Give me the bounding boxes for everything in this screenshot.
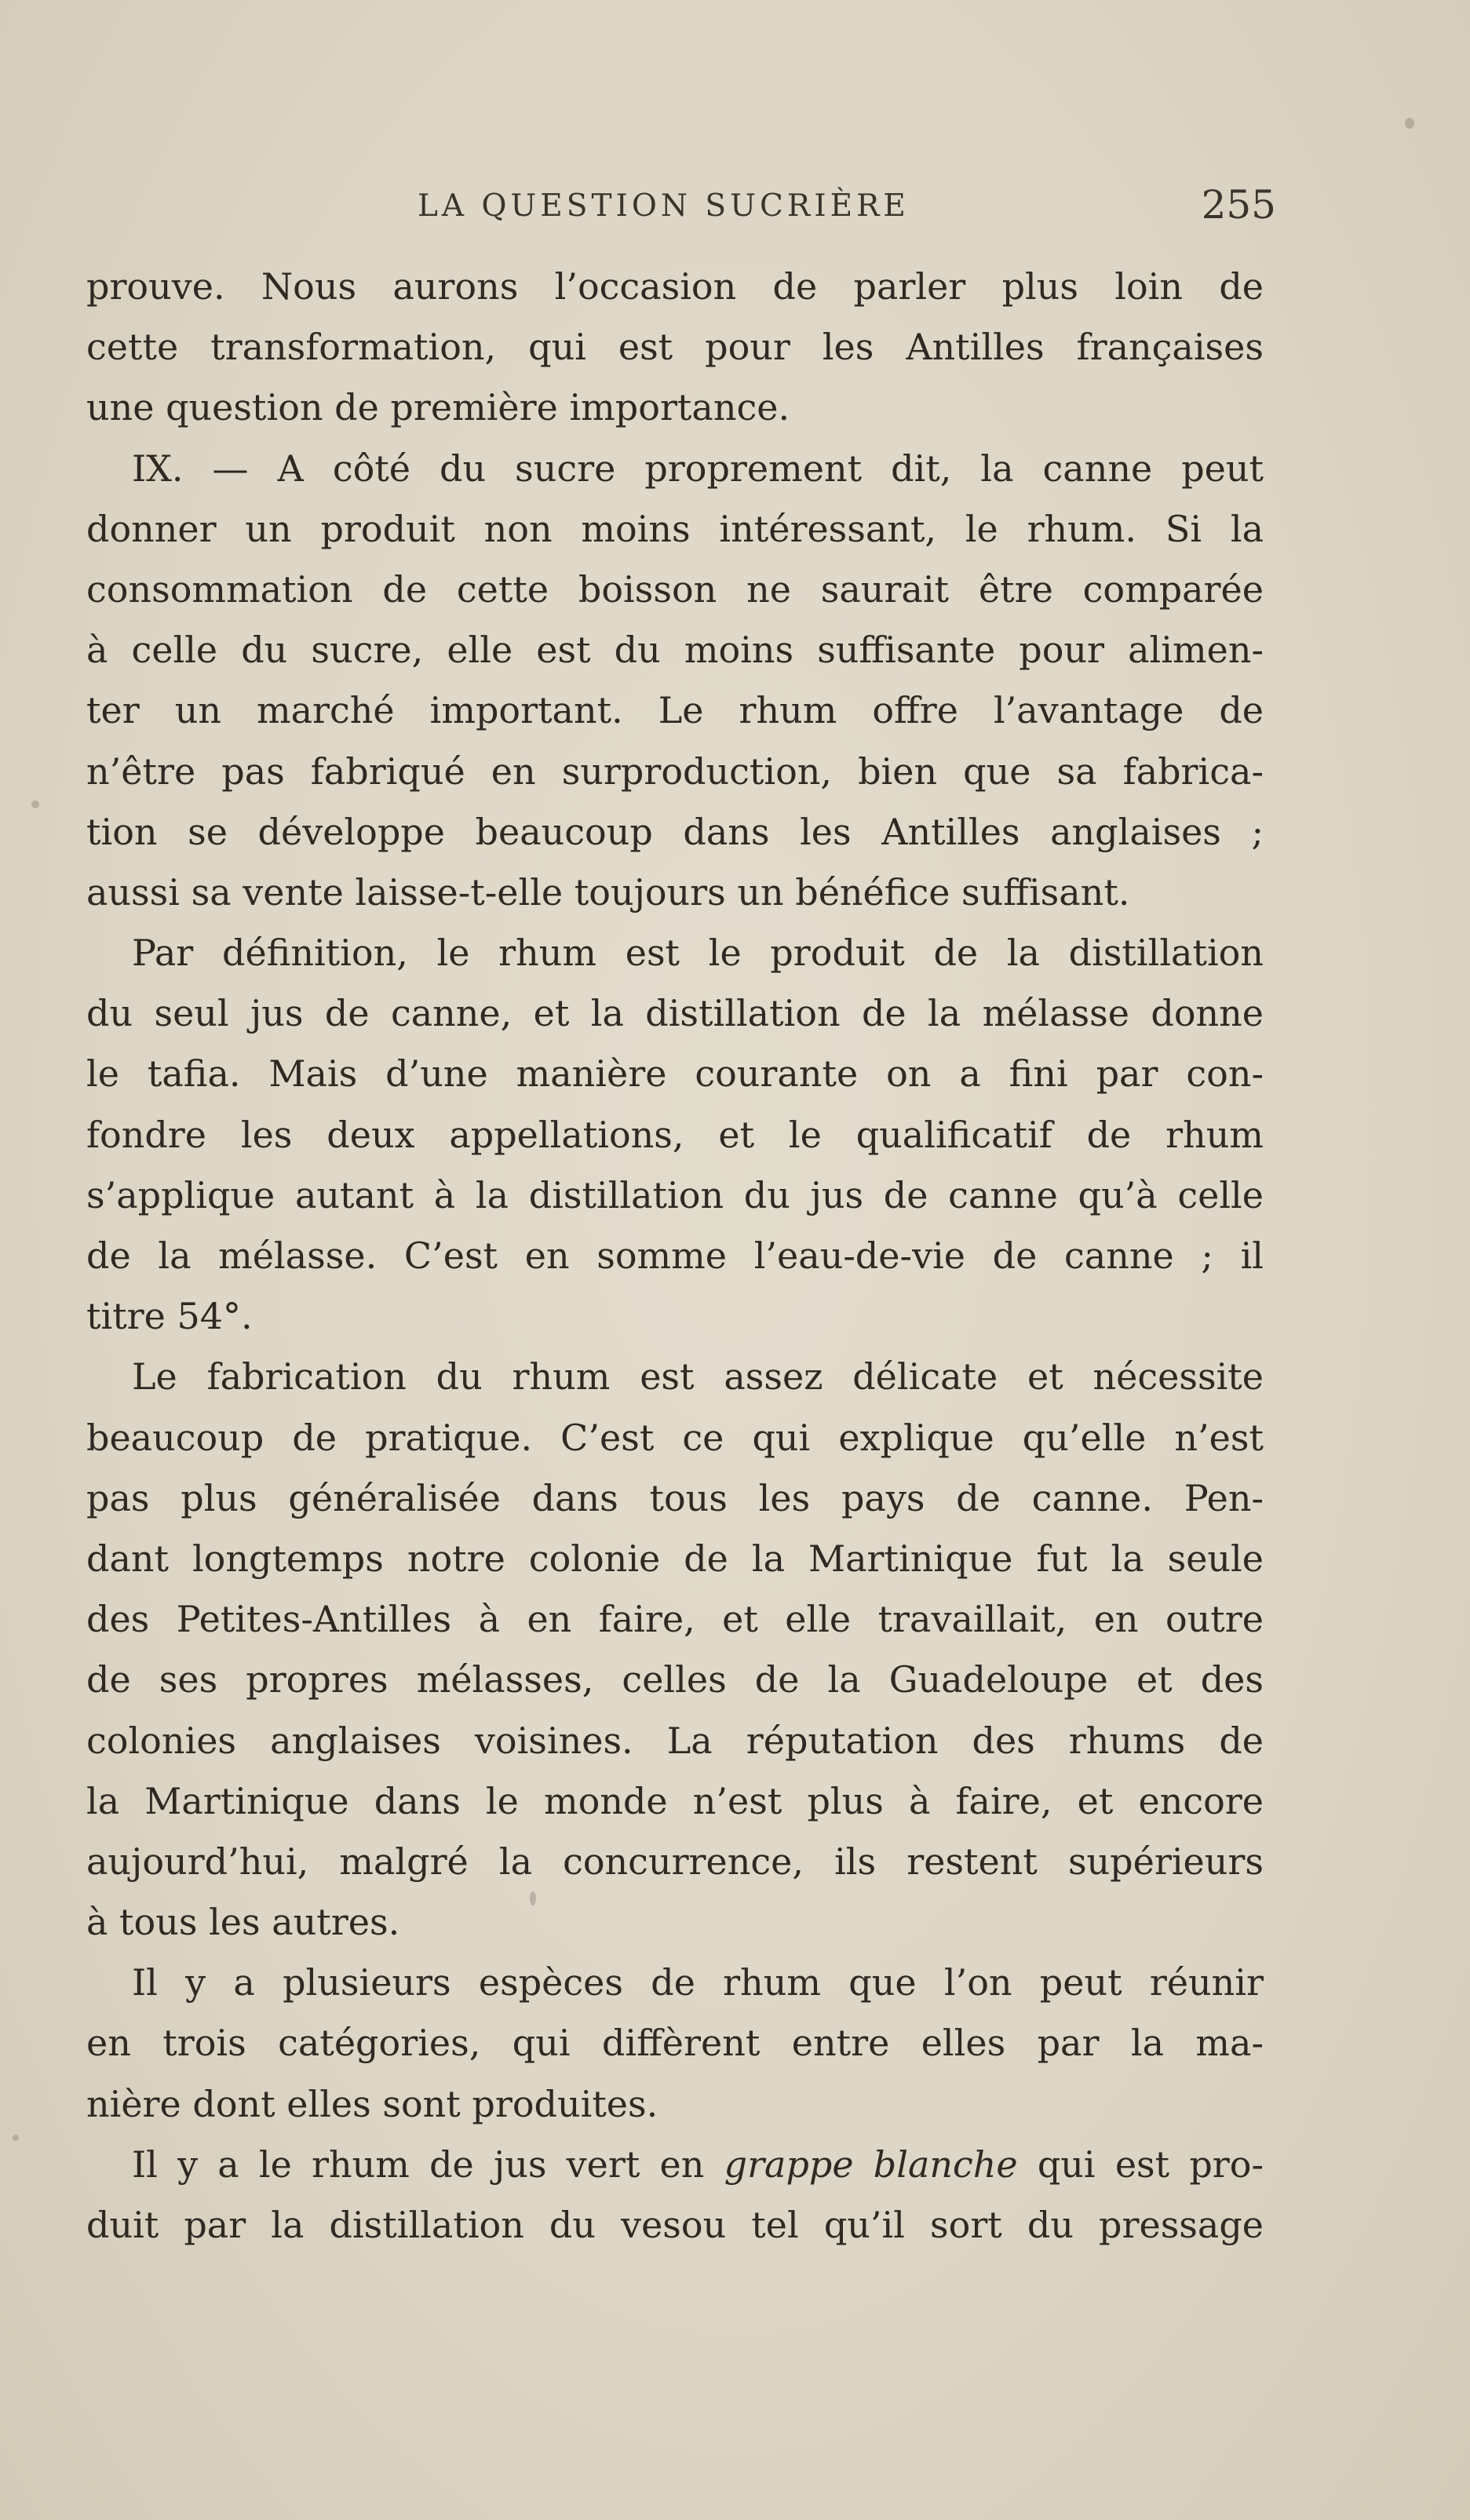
text-line-22: dant longtemps notre colonie de la Martinique fut la seule	[86, 1537, 1264, 1580]
text-line-11: aussi sa vente laisse-t-elle toujours un bénéfice suffisant.	[86, 870, 1130, 914]
text-line-3: une question de première importance.	[86, 386, 790, 429]
text-line-32-start: Il y a le rhum de jus vert en	[132, 2143, 724, 2186]
text-line-12: Par définition, le rhum est le produit de la distillation	[132, 932, 1264, 975]
text-line-29: Il y a plusieurs espèces de rhum que l’on peut réunir	[132, 1961, 1264, 2004]
text-line-15: fondre les deux appellations, et le qualificatif de rhum	[86, 1113, 1264, 1156]
text-line-25: colonies anglaises voisines. La réputation des rhums de	[86, 1719, 1264, 1762]
italic-term: grappe blanche	[724, 2143, 1018, 2186]
text-line-4: IX. — A côté du sucre proprement dit, la canne peut	[132, 447, 1264, 490]
text-line-23: des Petites-Antilles à en faire, et elle travaillait, en outre	[86, 1598, 1264, 1641]
text-line-8: ter un marché important. Le rhum offre l’avantage de	[86, 689, 1264, 732]
text-line-32	[86, 2135, 1264, 2195]
text-line-14: le tafia. Mais d’une manière courante on a fini par con-	[86, 1052, 1264, 1096]
text-line-19: Le fabrication du rhum est assez délicate et nécessite	[132, 1355, 1264, 1399]
paper-speck	[31, 800, 39, 808]
text-line-33: duit par la distillation du vesou tel qu’il sort du pressage	[86, 2204, 1264, 2246]
page-number: 255	[1201, 182, 1276, 228]
text-line-13: du seul jus de canne, et la distillation de la mélasse donne	[86, 992, 1264, 1035]
text-line-26: la Martinique dans le monde n’est plus à faire, et encore	[86, 1779, 1264, 1822]
text-line-18: titre 54°.	[86, 1295, 253, 1338]
text-line-32-end: qui est pro-	[1017, 2143, 1264, 2186]
text-line-2: cette transformation, qui est pour les Antilles françaises	[86, 326, 1264, 369]
text-line-16: s’applique autant à la distillation du jus de canne qu’à celle	[86, 1173, 1264, 1216]
text-line-21: pas plus généralisée dans tous les pays de canne. Pen-	[86, 1476, 1264, 1519]
text-line-17: de la mélasse. C’est en somme l’eau-de-vie de canne ; il	[86, 1234, 1264, 1277]
text-line-27: aujourd’hui, malgré la concurrence, ils restent supérieurs	[86, 1840, 1264, 1883]
text-line-24: de ses propres mélasses, celles de la Guadeloupe et des	[86, 1658, 1264, 1701]
page-header	[86, 179, 1276, 234]
text-line-20: beaucoup de pratique. C’est ce qui explique qu’elle n’est	[86, 1416, 1264, 1459]
paper-speck	[1405, 118, 1414, 129]
text-line-6: consommation de cette boisson ne saurait être comparée	[86, 567, 1264, 611]
text-line-10: tion se développe beaucoup dans les Antilles anglaises ;	[86, 810, 1264, 853]
text-line-28: à tous les autres.	[86, 1901, 400, 1944]
text-line-30: en trois catégories, qui diffèrent entre elles par la ma-	[86, 2022, 1264, 2065]
body-text	[86, 257, 1264, 2256]
text-line-9: n’être pas fabriqué en surproduction, bien que sa fabrica-	[86, 749, 1264, 793]
text-line-5: donner un produit non moins intéressant, le rhum. Si la	[86, 507, 1264, 550]
text-line-1: prouve. Nous aurons l’occasion de parler plus loin de	[86, 265, 1264, 308]
running-title: LA QUESTION SUCRIÈRE	[418, 188, 910, 224]
paper-speck	[13, 2135, 19, 2141]
text-line-31: nière dont elles sont produites.	[86, 2082, 658, 2125]
text-line-7: à celle du sucre, elle est du moins suffisante pour alimen-	[86, 629, 1264, 672]
